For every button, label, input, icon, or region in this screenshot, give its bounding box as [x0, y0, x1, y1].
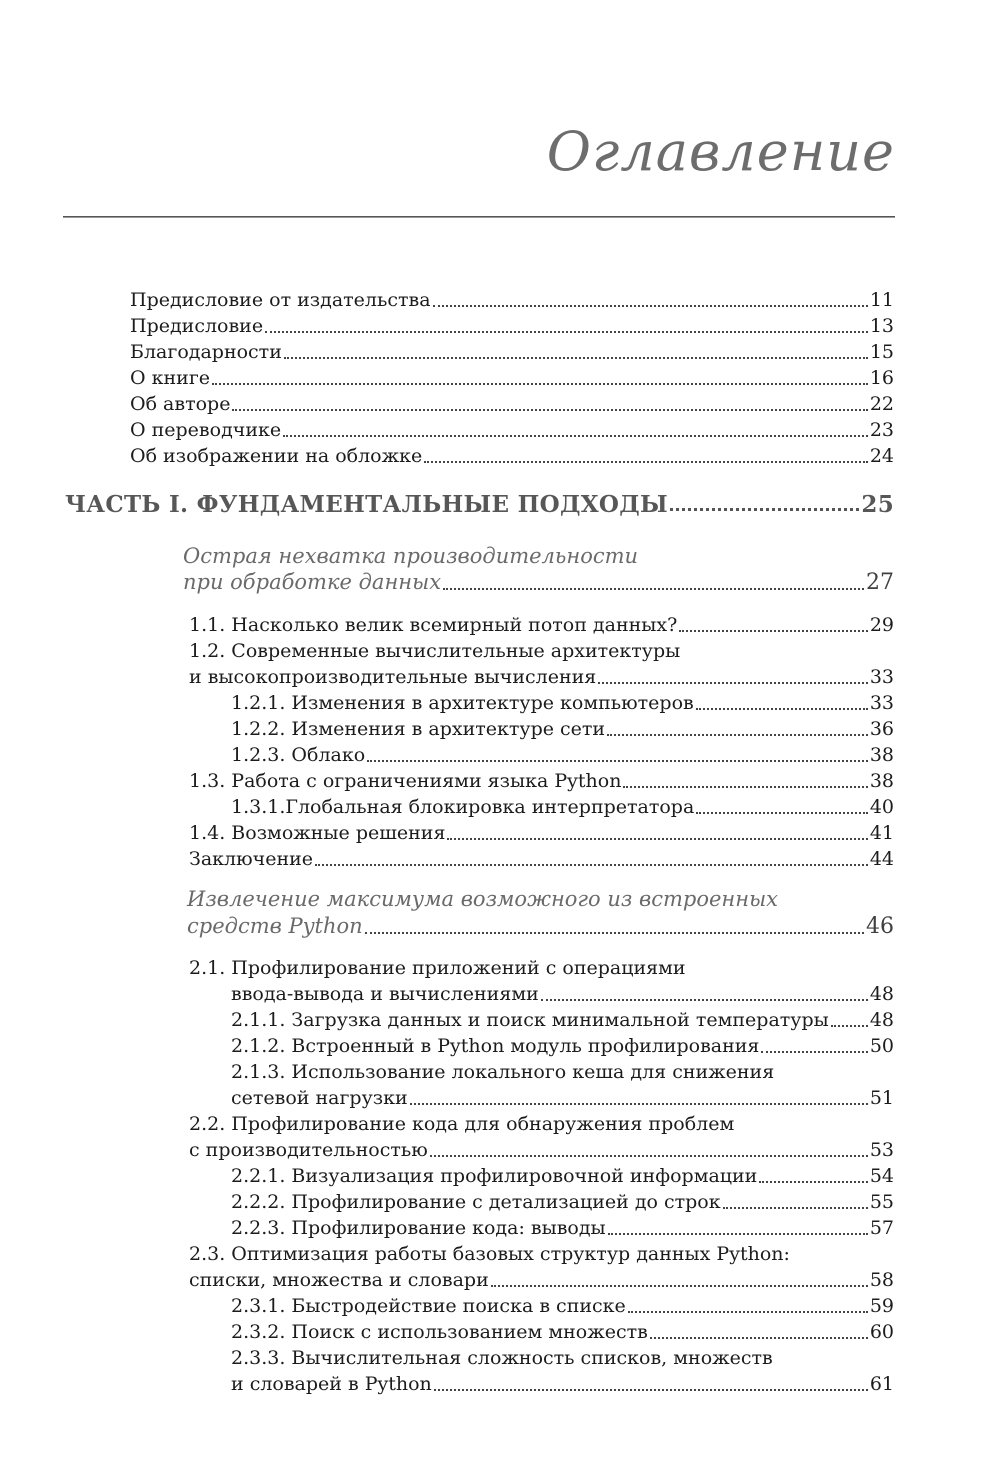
toc-entry-label: Предисловие от издательства: [130, 289, 431, 311]
toc-entry-page: 13: [869, 315, 894, 337]
toc-entry-2-3-2[interactable]: 2.3.2. Поиск с использованием множеств 60: [231, 1321, 894, 1343]
toc-entry-about-book[interactable]: [130, 365, 894, 391]
toc-entry-1-conclusion[interactable]: Заключение 44: [189, 848, 894, 870]
toc-chapter-page: 27: [866, 570, 894, 595]
toc-entry-preface[interactable]: [130, 313, 894, 339]
toc-part-1[interactable]: [65, 492, 894, 518]
toc-entry-2-2-1[interactable]: 2.2.1. Визуализация профилировочной информации 54: [231, 1165, 894, 1187]
toc-entry-2-2-2[interactable]: 2.2.2. Профилирование с детализацией до строк 55: [231, 1191, 894, 1213]
toc-chapter-1-title-line1[interactable]: Острая нехватка производительности: [183, 544, 639, 568]
toc-entry-2-1[interactable]: ввода-вывода и вычислениями 48: [231, 983, 894, 1005]
toc-entry-1-2-1[interactable]: 1.2.1. Изменения в архитектуре компьютеров 33: [231, 692, 894, 714]
toc-entry-2-2-line1[interactable]: 2.2. Профилирование кода для обнаружения проблем: [189, 1113, 735, 1135]
toc-entry-page: 15: [869, 341, 894, 363]
toc-chapter-page: 46: [866, 914, 894, 939]
toc-entry-1-3-1[interactable]: 1.3.1.Глобальная блокировка интерпретатора 40: [231, 796, 894, 818]
toc-entry-publisher-preface[interactable]: [130, 287, 894, 313]
toc-entry-label: Благодарности: [130, 341, 282, 363]
toc-entry-1-2[interactable]: и высокопроизводительные вычисления 33: [189, 666, 894, 688]
toc-entry-2-1-3-line1[interactable]: 2.1.3. Использование локального кеша для снижения: [231, 1061, 775, 1083]
toc-entry-1-3[interactable]: 1.3. Работа с ограничениями языка Python 38: [189, 770, 894, 792]
toc-entry-label: О переводчике: [130, 419, 282, 441]
toc-entry-2-3-1[interactable]: 2.3.1. Быстродействие поиска в списке 59: [231, 1295, 894, 1317]
toc-entry-page: 16: [869, 367, 894, 389]
toc-entry-label: Предисловие: [130, 315, 264, 337]
toc-entry-2-3[interactable]: списки, множества и словари 58: [189, 1269, 894, 1291]
toc-entry-2-1-1[interactable]: 2.1.1. Загрузка данных и поиск минимальной температуры 48: [231, 1009, 894, 1031]
toc-entry-2-1-2[interactable]: 2.1.2. Встроенный в Python модуль профилирования 50: [231, 1035, 894, 1057]
toc-chapter-2[interactable]: [187, 913, 894, 940]
toc-entry-page: 23: [869, 419, 894, 441]
toc-entry-2-2-3[interactable]: 2.2.3. Профилирование кода: выводы 57: [231, 1217, 894, 1239]
toc-entry-2-3-line1[interactable]: 2.3. Оптимизация работы базовых структур данных Python:: [189, 1243, 790, 1265]
toc-entry-2-2[interactable]: с производительностью 53: [189, 1139, 894, 1161]
toc-entry-cover[interactable]: [130, 443, 894, 469]
toc-entry-1-2-line1[interactable]: 1.2. Современные вычислительные архитектуры: [189, 640, 681, 662]
toc-chapter-label: средств Python: [187, 914, 363, 938]
toc-chapter-1[interactable]: [183, 569, 894, 596]
toc-entry-label: Об авторе: [130, 393, 231, 415]
toc-chapter-label: при обработке данных: [183, 570, 442, 594]
toc-entry-about-translator[interactable]: [130, 417, 894, 443]
toc-entry-1-2-3[interactable]: 1.2.3. Облако 38: [231, 744, 894, 766]
toc-entry-acknowledgements[interactable]: [130, 339, 894, 365]
toc-entry-page: 22: [869, 393, 894, 415]
toc-part-label: ЧАСТЬ I. ФУНДАМЕНТАЛЬНЫЕ ПОДХОДЫ: [65, 491, 668, 518]
title-rule: [63, 216, 895, 218]
toc-entry-2-1-3[interactable]: сетевой нагрузки 51: [231, 1087, 894, 1109]
toc-entry-label: О книге: [130, 367, 211, 389]
toc-entry-about-author[interactable]: [130, 391, 894, 417]
toc-entry-page: 11: [869, 289, 894, 311]
toc-entry-2-1-line1[interactable]: 2.1. Профилирование приложений с операциями: [189, 957, 686, 979]
toc-entry-1-2-2[interactable]: 1.2.2. Изменения в архитектуре сети 36: [231, 718, 894, 740]
toc-entry-1-1[interactable]: 1.1. Насколько велик всемирный потоп данных? 29: [189, 614, 894, 636]
toc-entry-1-4[interactable]: 1.4. Возможные решения 41: [189, 822, 894, 844]
page-title: Оглавление: [546, 120, 895, 183]
toc-part-page: 25: [861, 491, 894, 518]
toc-entry-page: 24: [869, 445, 894, 467]
toc-entry-2-3-3-line1[interactable]: 2.3.3. Вычислительная сложность списков, множеств: [231, 1347, 773, 1369]
toc-entry-2-3-3[interactable]: и словарей в Python 61: [231, 1373, 894, 1395]
toc-entry-label: Об изображении на обложке: [130, 445, 423, 467]
toc-chapter-2-title-line1[interactable]: Извлечение максимума возможного из встроенных: [187, 887, 779, 911]
